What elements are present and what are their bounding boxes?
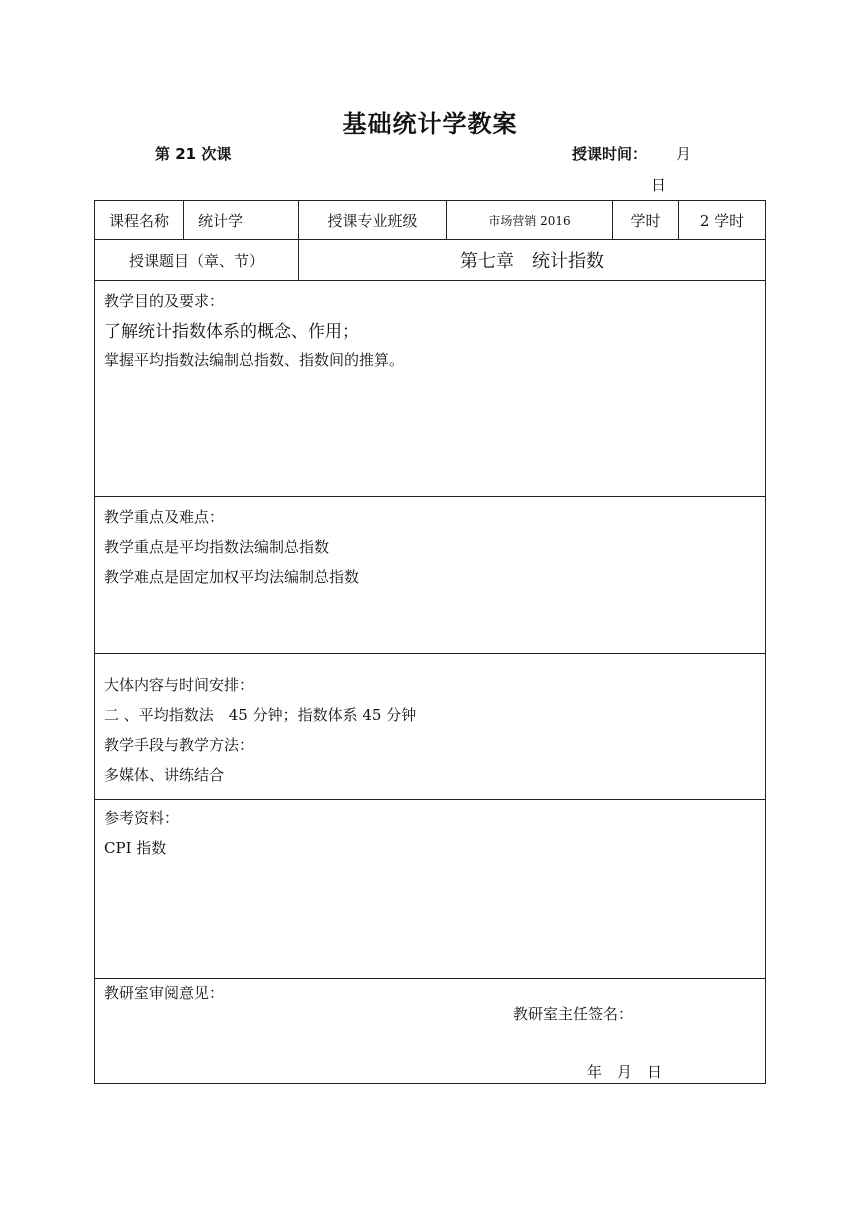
objective-line: 掌握平均指数法编制总指数、指数间的推算。 bbox=[104, 351, 405, 369]
review-date: 年 月 日 bbox=[587, 1063, 663, 1081]
course-name-label: 课程名称 bbox=[95, 201, 184, 239]
review-section bbox=[95, 979, 765, 1083]
page-title: 基础统计学教案 bbox=[342, 110, 518, 138]
methods-heading: 教学手段与教学方法： bbox=[104, 736, 255, 754]
references-section bbox=[95, 800, 765, 979]
class-label: 授课专业班级 bbox=[299, 201, 447, 239]
course-name-value: 统计学 bbox=[184, 201, 299, 239]
teaching-time-day: 日 bbox=[651, 176, 667, 194]
lesson-plan-table bbox=[94, 200, 766, 1084]
lesson-number: 第 21 次课 bbox=[155, 145, 232, 163]
director-signature-label: 教研室主任签名： bbox=[513, 1005, 634, 1023]
topic-label: 授课题目（章、节） bbox=[95, 240, 299, 280]
key-points-heading: 教学重点及难点： bbox=[104, 508, 225, 526]
key-point-line: 教学难点是固定加权平均法编制总指数 bbox=[104, 568, 360, 586]
references-value: CPI 指数 bbox=[104, 839, 167, 857]
hours-value: 2 学时 bbox=[699, 211, 745, 230]
teaching-time-label: 授课时间： bbox=[572, 145, 648, 163]
objective-line: 了解统计指数体系的概念、作用； bbox=[104, 322, 359, 342]
teaching-time-month: 月 bbox=[676, 145, 692, 163]
review-heading: 教研室审阅意见： bbox=[104, 984, 225, 1002]
methods-value: 多媒体、讲练结合 bbox=[104, 766, 225, 784]
course-info-row bbox=[95, 201, 765, 240]
references-heading: 参考资料： bbox=[104, 809, 180, 827]
content-schedule: 二 、平均指数法 45 分钟；指数体系 45 分钟 bbox=[104, 706, 417, 724]
topic-value: 第七章 统计指数 bbox=[460, 251, 604, 272]
objectives-heading: 教学目的及要求： bbox=[104, 292, 225, 310]
key-points-section bbox=[95, 497, 765, 654]
objectives-section bbox=[95, 281, 765, 497]
hours-label: 学时 bbox=[613, 201, 679, 239]
class-value: 市场营销 2016 bbox=[447, 201, 613, 239]
topic-row bbox=[95, 240, 765, 281]
key-point-line: 教学重点是平均指数法编制总指数 bbox=[104, 538, 330, 556]
content-heading: 大体内容与时间安排： bbox=[104, 676, 255, 694]
content-section bbox=[95, 654, 765, 800]
